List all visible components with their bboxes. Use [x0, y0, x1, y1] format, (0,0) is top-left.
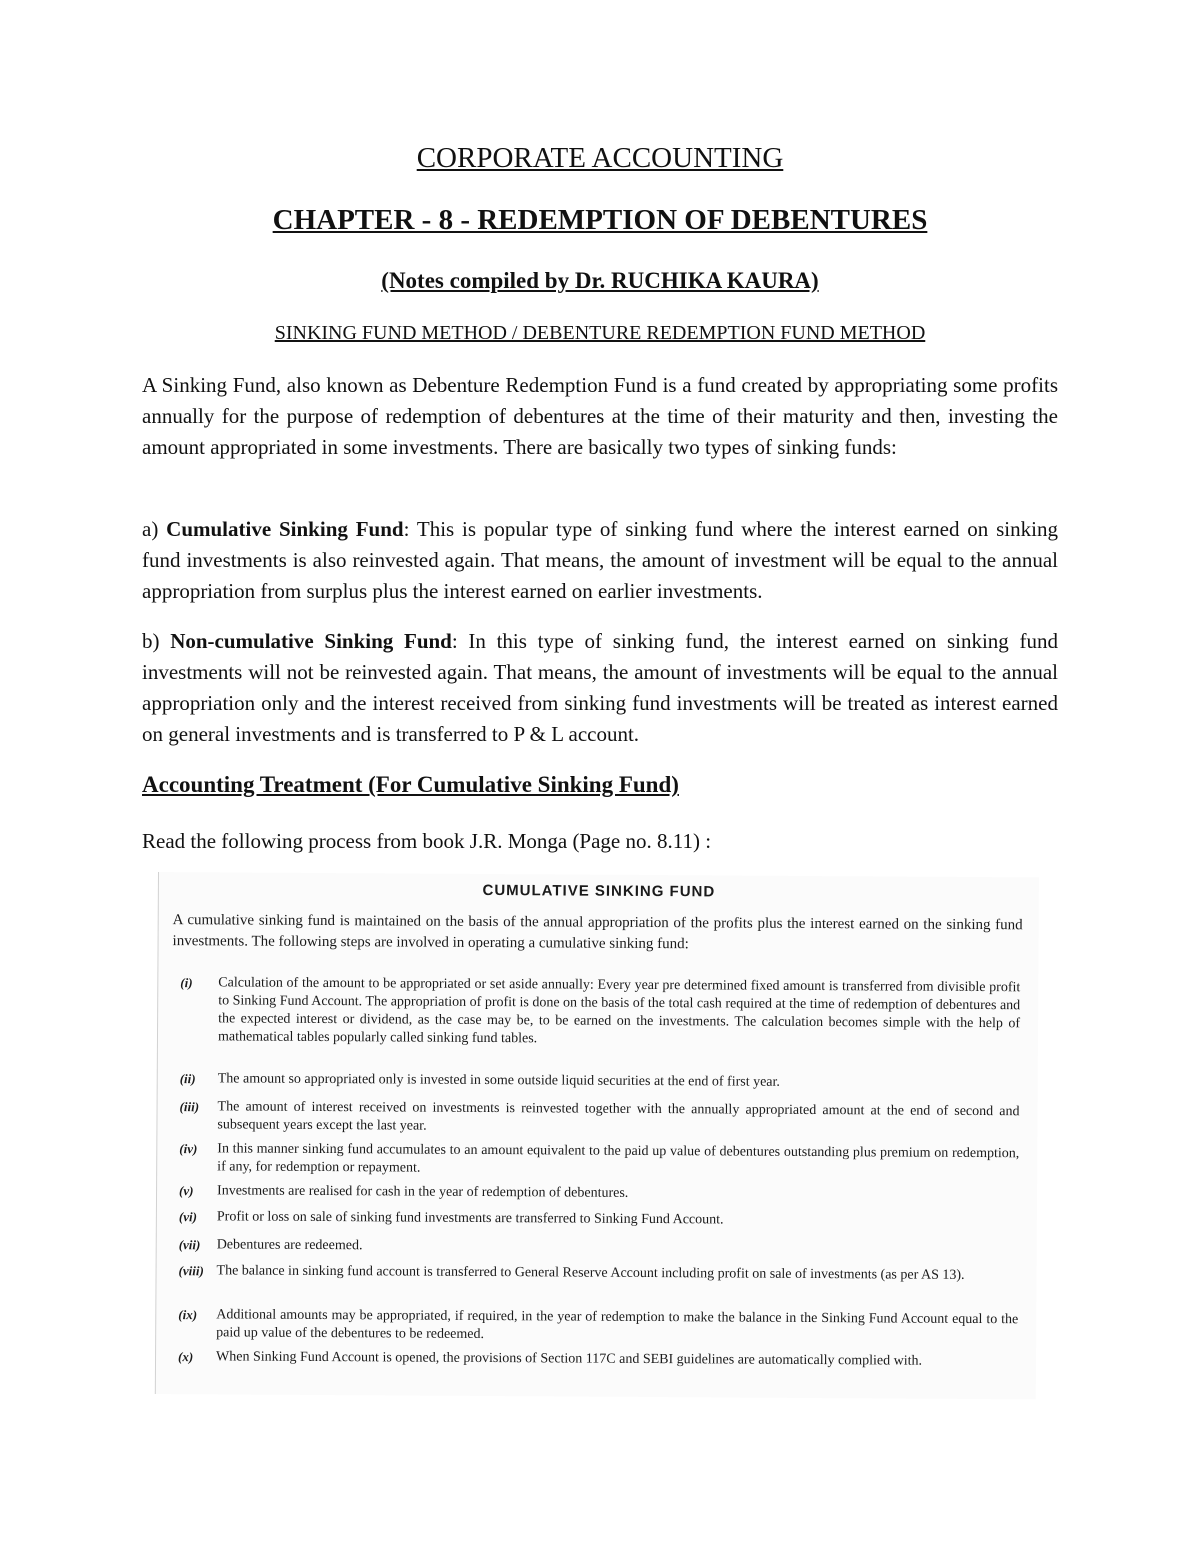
excerpt-steps	[177, 974, 1021, 1369]
step-text: Profit or loss on sale of sinking fund investments are transferred to Sinking Fund Account.	[216, 1209, 724, 1228]
item-term: Non-cumulative Sinking Fund	[170, 629, 452, 653]
step-number: (iii)	[179, 1099, 200, 1115]
item-term: Cumulative Sinking Fund	[166, 517, 404, 541]
section-title: SINKING FUND METHOD / DEBENTURE REDEMPTION FUND METHOD	[274, 322, 926, 344]
step-number: (ii)	[179, 1071, 196, 1087]
list-item	[178, 1208, 1019, 1228]
excerpt-intro: A cumulative sinking fund is maintained on the basis of the annual appropriation of the profits plus the interest earned on the sinking fund investments. The following steps are involved in operating a cumulative sinking fund:	[172, 912, 1023, 953]
list-item	[179, 1140, 1020, 1176]
item-prefix: b)	[142, 629, 171, 653]
step-text: Investments are realised for cash in the year of redemption of debentures.	[217, 1183, 629, 1201]
step-text: In this manner sinking fund accumulates to an amount equivalent to the paid up value of debentures outstanding plus premium on redemption, if any, for redemption or repayment.	[217, 1141, 1020, 1176]
step-number: (vii)	[178, 1237, 201, 1253]
step-number: (vi)	[178, 1209, 197, 1225]
list-item	[178, 1262, 1019, 1283]
list-item	[179, 1070, 1020, 1090]
item-prefix: a)	[142, 517, 167, 541]
document-title: CORPORATE ACCOUNTING	[416, 142, 784, 174]
step-text: The amount so appropriated only is invested in some outside liquid securities at the end of first year.	[217, 1071, 780, 1090]
step-text: When Sinking Fund Account is opened, the provisions of Section 117C and SEBI guidelines are automatically complied with.	[215, 1349, 923, 1369]
compiled-by-note: (Notes compiled by Dr. RUCHIKA KAURA)	[381, 268, 819, 293]
step-number: (iv)	[179, 1141, 198, 1157]
non-cumulative-fund-paragraph	[142, 626, 1058, 750]
step-number: (v)	[179, 1183, 194, 1199]
list-item	[180, 974, 1021, 1047]
chapter-title: CHAPTER - 8 - REDEMPTION OF DEBENTURES	[272, 204, 928, 236]
item-text: : In this type of sinking fund, the interest earned on sinking fund investments will not be reinvested again. That means, the amount of investments will be equal to the annual appropriation only and the interest received from sinking fund investments will be treated as interest earned on general investments and is transferred to P & L account.	[142, 629, 1058, 746]
step-text: The balance in sinking fund account is transferred to General Reserve Account including profit on sale of investments (as per AS 13).	[216, 1263, 965, 1283]
step-number: (i)	[180, 975, 193, 991]
cumulative-fund-paragraph	[142, 514, 1058, 607]
item-text: : This is popular type of sinking fund where the interest earned on sinking fund investments is also reinvested again. That means, the amount of investment will be equal to the annual appropriation from surplus plus the interest earned on earlier investments.	[142, 517, 1058, 603]
step-number: (viii)	[178, 1263, 204, 1279]
list-item	[179, 1182, 1019, 1201]
list-item	[177, 1348, 1018, 1369]
step-text: The amount of interest received on investments is reinvested together with the annually appropriated amount at the end of second and subsequent years except the last year.	[217, 1099, 1020, 1134]
step-number: (x)	[177, 1349, 194, 1365]
accounting-treatment-heading: Accounting Treatment (For Cumulative Sinking Fund)	[142, 772, 679, 797]
list-item	[178, 1236, 1019, 1254]
excerpt-title: CUMULATIVE SINKING FUND	[482, 881, 716, 901]
list-item	[179, 1098, 1020, 1134]
step-text: Additional amounts may be appropriated, if required, in the year of redemption to make the balance in the Sinking Fund Account equal to the paid up value of the debentures to be redeemed.	[216, 1307, 1019, 1342]
read-note: Read the following process from book J.R. Monga (Page no. 8.11) :	[142, 829, 712, 853]
step-number: (ix)	[178, 1307, 198, 1323]
intro-paragraph: A Sinking Fund, also known as Debenture Redemption Fund is a fund created by appropriating some profits annually for the purpose of redemption of debentures at the time of their maturity and then, investing the amount appropriated in some investments. There are basically two types of sinking funds:	[142, 373, 1058, 459]
list-item	[178, 1306, 1019, 1342]
step-text: Debentures are redeemed.	[216, 1237, 363, 1254]
step-text: Calculation of the amount to be appropriated or set aside annually: Every year pre determined fixed amount is transferred from divisible profit to Sinking Fund Account. The appropriation of profit is done on the basis of the total cash required at the time of redemption of debentures and the expected interest or dividend, as the case may be, to be earned on the investments. The calculation becomes simple with the help of mathematical tables popularly called sinking fund tables.	[217, 975, 1021, 1047]
scanned-excerpt	[155, 872, 1039, 1399]
